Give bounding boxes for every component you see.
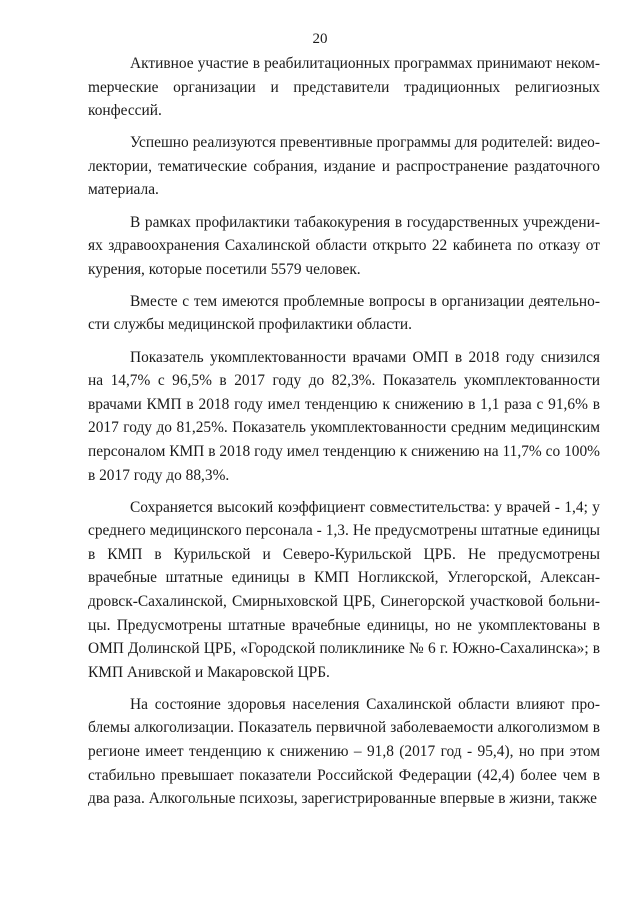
paragraph-part-time-ratio: Сохраняется высокий коэффициент совместительства: у врачей - 1,4; у среднего медицинского персонала - 1,3. Не предусмотрены штатные единицы в КМП в Курильской и Северо-Курильской ЦРБ. Не предусмотрены врачебные штатные единицы в КМП Ногликской, Углегорской, Александровск-Сахалинской, Смирныховской ЦРБ, Синегорской участковой больницы. Предусмотрены штатные врачебные единицы, но не укомплектованы в ОМП Долинской ЦРБ, «Городской поликлинике № 6 г. Южно-Сахалинска»; в КМП Анивской и Макаровской ЦРБ. <box>88 498 600 681</box>
paragraph-smoking-prevention: В рамках профилактики табакокурения в государственных учреждениях здравоохранения Сахалинской области открыто 22 кабинета по отказу от курения, которые посетили 5579 человек. <box>88 213 600 278</box>
paragraph-staffing-indicators: Показатель укомплектованности врачами ОМП в 2018 году снизился на 14,7% с 96,5% в 2017 году до 82,3%. Показатель укомплектованности врачами КМП в 2018 году имел тенденцию к снижению в 1,1 раза с 91,6% в 2017 году до 81,25%. Показатель укомплектованности средним медицинским персоналом КМП в 2018 году имел тенденцию к снижению на 11,7% со 100% в 2017 году до 88,3%. <box>88 348 600 484</box>
page-number: 20 <box>312 31 328 47</box>
paragraph-preventive-programs: Успешно реализуются превентивные программы для родителей: видеолектории, тематические собрания, издание и распространение раздаточного материала. <box>88 134 600 199</box>
document-body <box>88 52 600 811</box>
paragraph-alcoholism: На состояние здоровья населения Сахалинской области влияют проблемы алкоголизации. Показатель первичной заболеваемости алкоголизмом в регионе имеет тенденцию к снижению – 91,8 (2017 год - 95,4), но при этом стабильно превышает показатели Российской Федерации (42,4) более чем в два раза. Алкогольные психозы, зарегистрированные впервые в жизни, также <box>88 695 600 808</box>
paragraph-problem-issues: Вместе с тем имеются проблемные вопросы в организации деятельности службы медицинской профилактики области. <box>88 292 600 334</box>
paragraph-rehabilitation-programs: Активное участие в реабилитационных программах принимают некомmерческие организации и представители традиционных религиозных конфессий. <box>88 55 600 120</box>
